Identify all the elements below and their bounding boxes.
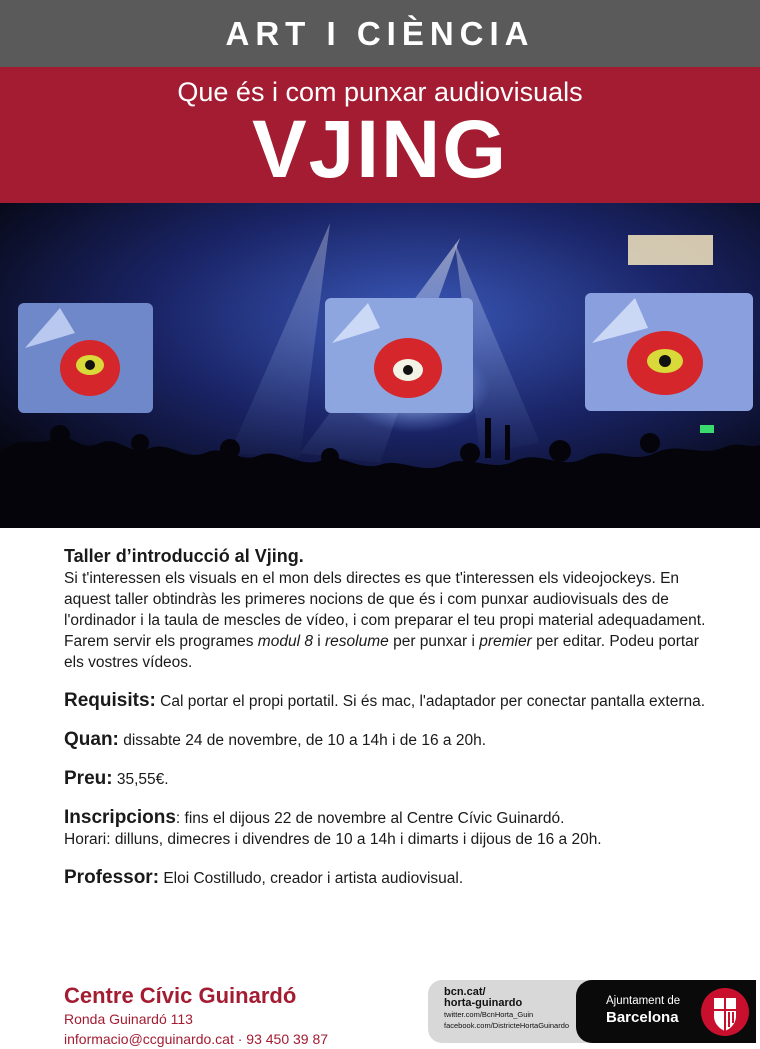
intro-body: Si t'interessen els visuals en el mon dels directes es que t'interessen els videojockeys. En aquest taller obtindràs les primeres nocions de que és i com punxar audiovisuals des de l'ordinador i la taula de mescles de vídeo, i com preparar el teu propi material adequadament. Farem servir els programes modul 8 i resolume per punxar i premier per editar. Podeu portar els vostres vídeos. bbox=[64, 570, 706, 671]
barcelona-shield-icon bbox=[700, 986, 750, 1038]
top-banner bbox=[0, 0, 760, 67]
web-link-2[interactable]: horta-guinardo bbox=[444, 997, 523, 1009]
program-premier: premier bbox=[479, 633, 532, 650]
requirements: Requisits: Cal portar el propi portatil. Si és mac, l'adaptador per conectar pantalla externa. bbox=[64, 690, 706, 711]
council-logo-block bbox=[428, 980, 756, 1043]
ajuntament-logo bbox=[576, 980, 756, 1043]
hero-title: VJING bbox=[251, 104, 509, 195]
venue-address: Ronda Guinardó 113 bbox=[64, 1011, 193, 1027]
program-resolume: resolume bbox=[325, 633, 389, 650]
facebook-link[interactable]: facebook.com/DistricteHortaGuinardo bbox=[444, 1021, 570, 1030]
venue-contact[interactable]: informacio@ccguinardo.cat · 93 450 39 87 bbox=[64, 1031, 329, 1047]
ajuntament-label: Ajuntament de bbox=[606, 995, 681, 1007]
program-modul8: modul 8 bbox=[257, 633, 313, 650]
workshop-content bbox=[64, 544, 714, 889]
banner-title: ART I CIÈNCIA bbox=[225, 14, 535, 52]
screen-left bbox=[18, 303, 153, 413]
web-link-1[interactable]: bcn.cat/ bbox=[444, 986, 486, 998]
when: Quan: dissabte 24 de novembre, de 10 a 14h i de 16 a 20h. bbox=[64, 729, 486, 750]
intro-title: Taller d’introducció al Vjing. bbox=[64, 546, 304, 566]
schedule: Horari: dilluns, dimecres i divendres de 10 a 14h i dimarts i dijous de 16 a 20h. bbox=[64, 831, 602, 848]
screen-center bbox=[325, 298, 473, 413]
hero-subtitle: Que és i com punxar audiovisuals bbox=[177, 77, 583, 107]
venue-name: Centre Cívic Guinardó bbox=[64, 983, 297, 1008]
concert-photo bbox=[0, 203, 760, 528]
web-links bbox=[444, 987, 569, 1031]
registration: Inscripcions: fins el dijous 22 de novembre al Centre Cívic Guinardó. Horari: dilluns, dimecres i divendres de 10 a 14h i dimarts i dijous de 16 a 20h. bbox=[64, 807, 602, 848]
screen-right bbox=[585, 293, 753, 411]
price: Preu: 35,55€. bbox=[64, 768, 169, 789]
twitter-link[interactable]: twitter.com/BcnHorta_Guin bbox=[444, 1010, 534, 1019]
venue-info bbox=[64, 983, 328, 1049]
city-label: Barcelona bbox=[606, 1009, 679, 1026]
teacher: Professor: Eloi Costilludo, creador i artista audiovisual. bbox=[64, 867, 464, 888]
hero-band bbox=[0, 67, 760, 203]
